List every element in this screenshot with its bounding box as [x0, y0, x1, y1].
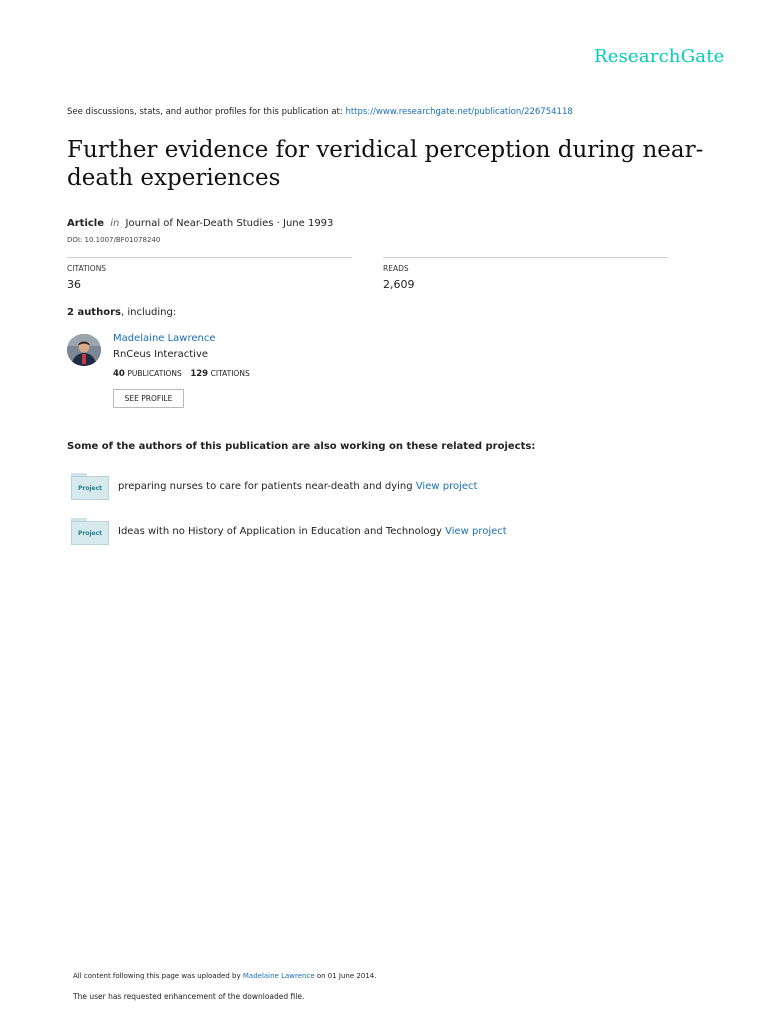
authors-count: 2 authors	[67, 307, 121, 318]
author-photo-icon	[67, 334, 101, 366]
see-profile-button[interactable]: SEE PROFILE	[113, 389, 184, 408]
author-publications-count: 40	[113, 369, 125, 379]
author-citations-label: CITATIONS	[210, 369, 250, 378]
paper-in-label: in	[110, 218, 120, 229]
citations-label: CITATIONS	[67, 264, 107, 273]
upload-prefix: All content following this page was uploaded by	[73, 972, 241, 980]
citations-count: 36	[67, 278, 81, 291]
enhancement-note: The user has requested enhancement of the downloaded file.	[73, 992, 305, 1001]
project-folder-icon[interactable]	[71, 473, 111, 501]
project-item	[118, 526, 507, 537]
journal-name[interactable]: Journal of Near-Death Studies · June 1993	[125, 218, 334, 229]
view-project-link[interactable]: View project	[445, 526, 507, 537]
author-name-link[interactable]: Madelaine Lawrence	[113, 333, 216, 344]
related-projects-heading: Some of the authors of this publication are also working on these related projects:	[67, 441, 536, 452]
project-title: Ideas with no History of Application in Education and Technology	[118, 526, 442, 537]
stats-divider-left	[67, 257, 352, 258]
paper-meta	[67, 218, 333, 229]
project-item	[118, 481, 477, 492]
uploader-link[interactable]: Madelaine Lawrence	[242, 972, 315, 980]
project-icon-label: Project	[71, 521, 109, 545]
paper-type: Article	[67, 218, 105, 229]
researchgate-logo[interactable]: ResearchGate	[594, 46, 725, 67]
reads-label: READS	[383, 264, 409, 273]
author-institution: RnCeus Interactive	[113, 349, 209, 360]
authors-summary	[67, 307, 176, 318]
paper-doi: DOI: 10.1007/BF01078240	[67, 236, 161, 244]
see-discussions-line	[67, 107, 573, 117]
project-icon-label: Project	[71, 476, 109, 500]
stats-divider-right	[383, 257, 668, 258]
project-folder-icon[interactable]	[71, 518, 111, 546]
author-publications-label: PUBLICATIONS	[127, 369, 182, 378]
paper-title: Further evidence for veridical perception during near-death experiences	[67, 137, 704, 191]
see-discussions-text: See discussions, stats, and author profiles for this publication at:	[67, 107, 343, 117]
publication-url-link[interactable]: https://www.researchgate.net/publication/226754118	[345, 107, 573, 117]
project-title: preparing nurses to care for patients near-death and dying	[118, 481, 413, 492]
view-project-link[interactable]: View project	[415, 481, 478, 492]
upload-date: on 01 June 2014.	[316, 972, 377, 980]
upload-info	[73, 972, 376, 980]
author-citations-count: 129	[190, 369, 209, 379]
reads-count: 2,609	[383, 278, 415, 291]
authors-including: , including:	[120, 307, 177, 318]
author-avatar[interactable]	[67, 334, 101, 366]
author-stats	[113, 369, 256, 379]
